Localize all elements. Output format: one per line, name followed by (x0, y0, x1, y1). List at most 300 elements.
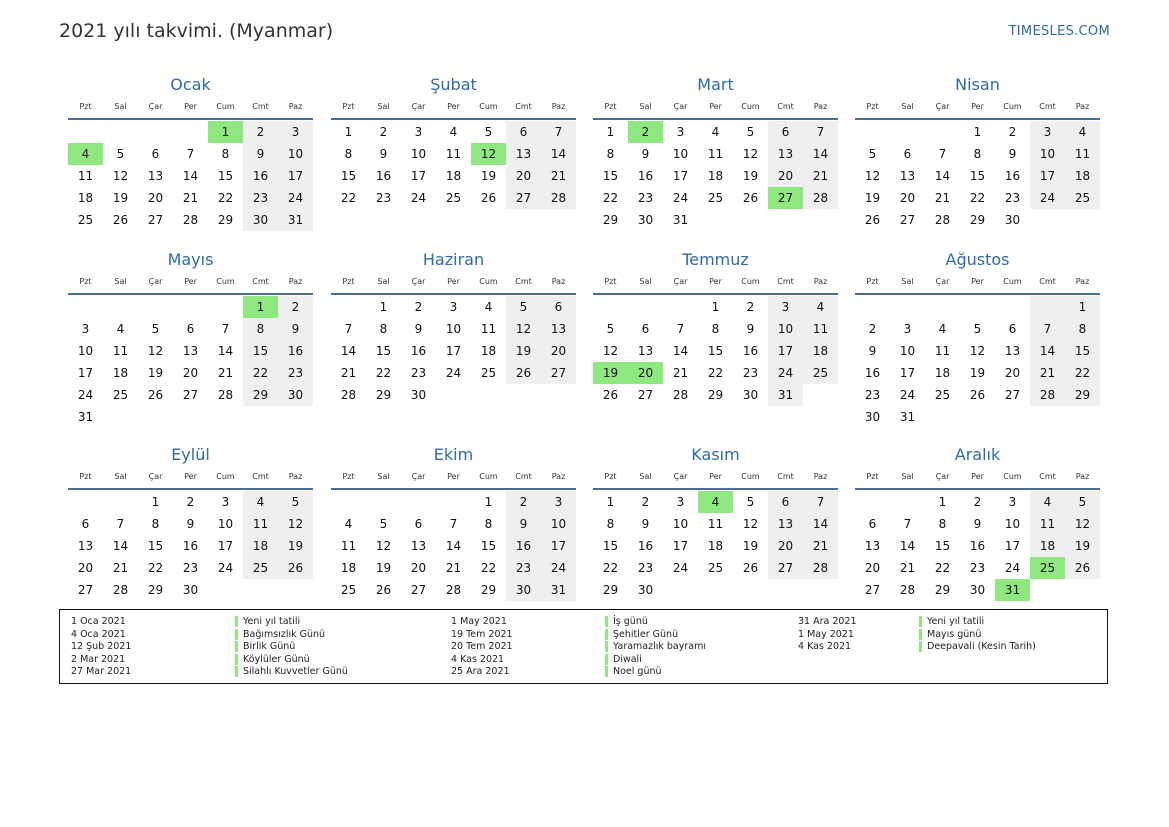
day-cell: 31 (278, 209, 313, 231)
day-cell: 7 (116, 517, 125, 531)
legend-names-column (235, 616, 348, 679)
month-3 (593, 72, 838, 231)
weekday-label: Per (184, 102, 197, 111)
holiday-name-text: İş günü (605, 616, 648, 627)
day-cell: 11 (243, 513, 278, 535)
day-cell: 22 (480, 561, 497, 575)
day-cell: 26 (969, 388, 986, 402)
legend-holiday-name (235, 666, 348, 679)
day-cell: 6 (903, 147, 912, 161)
empty-cell (733, 209, 768, 231)
day-cell: 7 (1030, 318, 1065, 340)
legend-date: 4 Kas 2021 (451, 653, 505, 665)
day-cell: 3 (81, 322, 90, 336)
day-cell: 27 (1004, 388, 1021, 402)
day-cell: 9 (278, 318, 313, 340)
day-grid (68, 491, 313, 601)
day-cell: 22 (969, 191, 986, 205)
day-cell: 24 (672, 191, 689, 205)
weekday-header (855, 468, 1100, 490)
day-cell: 19 (112, 191, 129, 205)
day-cell: 17 (541, 535, 576, 557)
day-cell: 28 (182, 213, 199, 227)
day-cell: 24 (445, 366, 462, 380)
day-cell: 12 (375, 539, 392, 553)
day-cell: 12 (147, 344, 164, 358)
holiday-name-text: Diwali (605, 654, 642, 665)
day-cell: 24 (899, 388, 916, 402)
day-cell: 18 (707, 169, 724, 183)
weekday-label: Pzt (342, 102, 355, 111)
day-cell: 16 (410, 344, 427, 358)
day-cell: 21 (541, 165, 576, 187)
weekday-label: Cum (216, 277, 235, 286)
day-grid (68, 121, 313, 231)
day-cell: 20 (1004, 366, 1021, 380)
empty-cell (733, 579, 768, 601)
empty-cell (138, 406, 173, 428)
day-cell: 20 (77, 561, 94, 575)
day-cell: 12 (864, 169, 881, 183)
day-cell: 29 (707, 388, 724, 402)
day-cell: 11 (707, 147, 724, 161)
empty-cell (243, 406, 278, 428)
day-cell: 10 (768, 318, 803, 340)
holiday-day-cell: 4 (698, 491, 733, 513)
day-cell: 8 (606, 517, 615, 531)
day-cell: 3 (676, 495, 685, 509)
day-cell: 1 (151, 495, 160, 509)
day-cell: 3 (903, 322, 912, 336)
day-cell: 13 (864, 539, 881, 553)
holiday-day-cell: 31 (995, 579, 1030, 601)
day-cell: 1 (1065, 296, 1100, 318)
weekday-label: Paz (288, 102, 303, 111)
holiday-day-cell: 27 (768, 187, 803, 209)
day-cell: 18 (1030, 535, 1065, 557)
day-cell: 26 (602, 388, 619, 402)
day-cell: 3 (278, 121, 313, 143)
day-cell: 15 (934, 539, 951, 553)
day-cell: 18 (112, 366, 129, 380)
weekday-label: Cum (216, 102, 235, 111)
empty-cell (855, 121, 890, 143)
day-cell: 23 (243, 187, 278, 209)
weekday-label: Cum (741, 277, 760, 286)
day-cell: 22 (147, 561, 164, 575)
day-cell: 25 (803, 362, 838, 384)
day-cell: 11 (77, 169, 94, 183)
day-cell: 29 (147, 583, 164, 597)
day-cell: 16 (506, 535, 541, 557)
weekday-header (593, 98, 838, 120)
day-cell: 7 (803, 121, 838, 143)
day-cell: 26 (480, 191, 497, 205)
empty-cell (995, 406, 1030, 428)
weekday-label: Pzt (866, 102, 879, 111)
empty-cell (995, 296, 1030, 318)
day-cell: 17 (217, 539, 234, 553)
weekday-label: Çar (673, 472, 688, 481)
month-name: Nisan (955, 75, 1000, 94)
weekday-label: Pzt (342, 472, 355, 481)
day-cell: 22 (217, 191, 234, 205)
empty-cell (103, 406, 138, 428)
day-cell: 8 (973, 147, 982, 161)
day-cell: 12 (969, 344, 986, 358)
day-cell: 8 (711, 322, 720, 336)
empty-cell (208, 406, 243, 428)
day-cell: 12 (1065, 513, 1100, 535)
day-cell: 2 (746, 300, 755, 314)
empty-cell (768, 209, 803, 231)
day-cell: 3 (221, 495, 230, 509)
weekday-label: Sal (901, 472, 914, 481)
month-5 (68, 247, 313, 428)
weekday-label: Çar (673, 277, 688, 286)
holiday-day-cell: 20 (628, 362, 663, 384)
weekday-label: Cum (741, 472, 760, 481)
holiday-name-text: Noel günü (605, 666, 662, 677)
day-cell: 9 (973, 517, 982, 531)
day-cell: 17 (1004, 539, 1021, 553)
legend-date: 4 Oca 2021 (71, 628, 126, 640)
holiday-name-text: Yaramazlık bayramı (605, 641, 706, 652)
day-cell: 30 (742, 388, 759, 402)
day-cell: 7 (938, 147, 947, 161)
day-cell: 4 (243, 491, 278, 513)
day-grid (68, 296, 313, 428)
day-cell: 14 (934, 169, 951, 183)
weekday-label: Çar (411, 277, 426, 286)
day-cell: 21 (340, 366, 357, 380)
weekday-label: Cum (479, 277, 498, 286)
day-cell: 5 (868, 147, 877, 161)
month-name: Aralık (954, 445, 1001, 464)
day-cell: 10 (410, 147, 427, 161)
day-cell: 19 (742, 539, 759, 553)
day-cell: 11 (112, 344, 129, 358)
day-cell: 21 (217, 366, 234, 380)
day-cell: 1 (938, 495, 947, 509)
weekday-label: Paz (551, 277, 566, 286)
day-cell: 26 (1065, 557, 1100, 579)
day-cell: 13 (899, 169, 916, 183)
day-cell: 9 (641, 147, 650, 161)
day-cell: 5 (151, 322, 160, 336)
day-cell: 22 (602, 191, 619, 205)
day-cell: 2 (973, 495, 982, 509)
day-cell: 20 (182, 366, 199, 380)
day-cell: 18 (77, 191, 94, 205)
day-cell: 16 (969, 539, 986, 553)
legend-holiday-name (919, 616, 1036, 629)
day-cell: 23 (637, 191, 654, 205)
weekday-label: Sal (114, 277, 127, 286)
day-cell: 17 (672, 169, 689, 183)
empty-cell (541, 384, 576, 406)
day-cell: 1 (711, 300, 720, 314)
empty-cell (103, 296, 138, 318)
day-cell: 11 (707, 517, 724, 531)
weekday-label: Paz (551, 472, 566, 481)
weekday-label: Per (447, 472, 460, 481)
day-cell: 2 (868, 322, 877, 336)
empty-cell (401, 491, 436, 513)
legend-holiday-name (605, 654, 706, 667)
day-cell: 30 (506, 579, 541, 601)
day-cell: 10 (1004, 517, 1021, 531)
empty-cell (208, 296, 243, 318)
day-cell: 18 (707, 539, 724, 553)
weekday-label: Cum (479, 102, 498, 111)
day-cell: 3 (768, 296, 803, 318)
day-cell: 5 (379, 517, 388, 531)
day-cell: 27 (541, 362, 576, 384)
month-name: Şubat (430, 75, 477, 94)
day-cell: 17 (768, 340, 803, 362)
day-cell: 29 (480, 583, 497, 597)
day-grid (855, 296, 1100, 428)
weekday-label: Paz (1075, 102, 1090, 111)
month-1 (68, 72, 313, 231)
empty-cell (593, 296, 628, 318)
weekday-label: Cmt (515, 472, 532, 481)
day-cell: 28 (217, 388, 234, 402)
weekday-header (331, 98, 576, 120)
day-cell: 26 (375, 583, 392, 597)
day-cell: 13 (768, 143, 803, 165)
day-cell: 29 (375, 388, 392, 402)
weekday-label: Cmt (777, 472, 794, 481)
day-cell: 13 (506, 143, 541, 165)
day-cell: 9 (243, 143, 278, 165)
day-cell: 14 (217, 344, 234, 358)
day-cell: 9 (641, 517, 650, 531)
month-name: Kasım (691, 445, 740, 464)
empty-cell (960, 296, 995, 318)
weekday-header (331, 468, 576, 490)
day-cell: 2 (278, 296, 313, 318)
weekday-label: Sal (114, 472, 127, 481)
day-cell: 14 (899, 539, 916, 553)
day-cell: 13 (410, 539, 427, 553)
day-cell: 6 (868, 517, 877, 531)
day-cell: 30 (864, 410, 881, 424)
day-cell: 30 (278, 384, 313, 406)
day-cell: 18 (934, 366, 951, 380)
day-cell: 13 (541, 318, 576, 340)
day-cell: 6 (506, 121, 541, 143)
month-name: Haziran (422, 250, 485, 269)
day-cell: 4 (938, 322, 947, 336)
day-cell: 28 (340, 388, 357, 402)
day-cell: 4 (711, 125, 720, 139)
day-cell: 9 (1008, 147, 1017, 161)
legend-holiday-name (919, 641, 1036, 654)
day-cell: 16 (375, 169, 392, 183)
day-cell: 17 (672, 539, 689, 553)
weekday-label: Per (447, 102, 460, 111)
weekday-label: Cmt (252, 277, 269, 286)
day-cell: 2 (243, 121, 278, 143)
day-cell: 20 (768, 535, 803, 557)
day-cell: 6 (186, 322, 195, 336)
day-cell: 25 (445, 191, 462, 205)
day-cell: 18 (1065, 165, 1100, 187)
day-cell: 27 (182, 388, 199, 402)
day-cell: 19 (147, 366, 164, 380)
day-cell: 18 (243, 535, 278, 557)
month-8 (855, 247, 1100, 428)
day-cell: 9 (379, 147, 388, 161)
month-9 (68, 442, 313, 601)
day-cell: 6 (81, 517, 90, 531)
day-cell: 10 (672, 517, 689, 531)
day-cell: 29 (1065, 384, 1100, 406)
day-cell: 12 (742, 517, 759, 531)
day-cell: 1 (344, 125, 353, 139)
empty-cell (925, 121, 960, 143)
legend-names-column (605, 616, 706, 679)
day-cell: 13 (768, 513, 803, 535)
day-grid (593, 491, 838, 601)
day-cell: 6 (641, 322, 650, 336)
day-cell: 14 (803, 143, 838, 165)
empty-cell (925, 406, 960, 428)
day-cell: 14 (672, 344, 689, 358)
day-cell: 4 (1065, 121, 1100, 143)
weekday-header (331, 273, 576, 295)
weekday-label: Çar (935, 102, 950, 111)
day-cell: 21 (934, 191, 951, 205)
day-cell: 5 (1065, 491, 1100, 513)
day-cell: 5 (484, 125, 493, 139)
day-cell: 31 (672, 213, 689, 227)
weekday-label: Cmt (777, 277, 794, 286)
empty-cell (768, 579, 803, 601)
day-cell: 24 (541, 557, 576, 579)
day-cell: 30 (410, 388, 427, 402)
day-cell: 16 (1004, 169, 1021, 183)
empty-cell (855, 491, 890, 513)
legend-dates-column (798, 616, 857, 654)
weekday-label: Çar (935, 472, 950, 481)
weekday-header (593, 273, 838, 295)
weekday-label: Paz (813, 102, 828, 111)
day-cell: 26 (864, 213, 881, 227)
day-cell: 5 (746, 125, 755, 139)
day-cell: 19 (864, 191, 881, 205)
empty-cell (803, 579, 838, 601)
weekday-label: Sal (639, 472, 652, 481)
day-cell: 13 (77, 539, 94, 553)
legend-holiday-name (605, 641, 706, 654)
weekday-label: Cum (1003, 472, 1022, 481)
day-cell: 8 (243, 318, 278, 340)
holiday-name-text: Birlik Günü (235, 641, 295, 652)
day-cell: 7 (903, 517, 912, 531)
month-name: Temmuz (682, 250, 749, 269)
day-cell: 2 (414, 300, 423, 314)
day-cell: 7 (186, 147, 195, 161)
day-cell: 4 (116, 322, 125, 336)
day-cell: 26 (742, 191, 759, 205)
holiday-day-cell: 12 (471, 143, 506, 165)
empty-cell (278, 579, 313, 601)
month-name: Mayıs (167, 250, 214, 269)
day-cell: 27 (410, 583, 427, 597)
day-cell: 23 (1004, 191, 1021, 205)
weekday-label: Per (971, 102, 984, 111)
day-cell: 19 (375, 561, 392, 575)
day-cell: 15 (243, 340, 278, 362)
empty-cell (855, 296, 890, 318)
day-cell: 4 (484, 300, 493, 314)
day-cell: 10 (278, 143, 313, 165)
day-cell: 9 (746, 322, 755, 336)
day-cell: 12 (112, 169, 129, 183)
day-cell: 13 (182, 344, 199, 358)
day-cell: 2 (186, 495, 195, 509)
day-cell: 16 (637, 169, 654, 183)
day-cell: 7 (676, 322, 685, 336)
weekday-label: Cmt (515, 102, 532, 111)
day-cell: 27 (768, 557, 803, 579)
day-cell: 27 (147, 213, 164, 227)
day-cell: 5 (606, 322, 615, 336)
empty-cell (663, 579, 698, 601)
day-cell: 26 (742, 561, 759, 575)
weekday-label: Cum (216, 472, 235, 481)
site-link[interactable]: TIMESLES.COM (1008, 24, 1110, 39)
weekday-label: Pzt (604, 472, 617, 481)
day-cell: 21 (112, 561, 129, 575)
legend-names-column (919, 616, 1036, 654)
day-cell: 26 (112, 213, 129, 227)
weekday-label: Cum (741, 102, 760, 111)
day-cell: 12 (602, 344, 619, 358)
weekday-label: Paz (1075, 277, 1090, 286)
day-cell: 13 (1004, 344, 1021, 358)
day-cell: 5 (278, 491, 313, 513)
legend-date: 12 Şub 2021 (71, 641, 132, 652)
weekday-label: Per (709, 277, 722, 286)
day-cell: 15 (1065, 340, 1100, 362)
day-cell: 23 (864, 388, 881, 402)
day-cell: 21 (445, 561, 462, 575)
legend-holiday-name (605, 616, 706, 629)
legend-date: 4 Kas 2021 (798, 641, 852, 652)
day-cell: 20 (899, 191, 916, 205)
day-cell: 19 (969, 366, 986, 380)
weekday-header (855, 98, 1100, 120)
day-cell: 6 (414, 517, 423, 531)
empty-cell (243, 579, 278, 601)
month-name: Ekim (433, 445, 474, 464)
empty-cell (436, 384, 471, 406)
holiday-day-cell: 1 (243, 296, 278, 318)
day-cell: 14 (803, 513, 838, 535)
day-grid (593, 121, 838, 231)
day-cell: 2 (1008, 125, 1017, 139)
day-cell: 31 (768, 384, 803, 406)
weekday-label: Paz (551, 102, 566, 111)
day-cell: 25 (1065, 187, 1100, 209)
legend-holiday-name (235, 654, 348, 667)
day-cell: 24 (672, 561, 689, 575)
day-cell: 15 (602, 169, 619, 183)
